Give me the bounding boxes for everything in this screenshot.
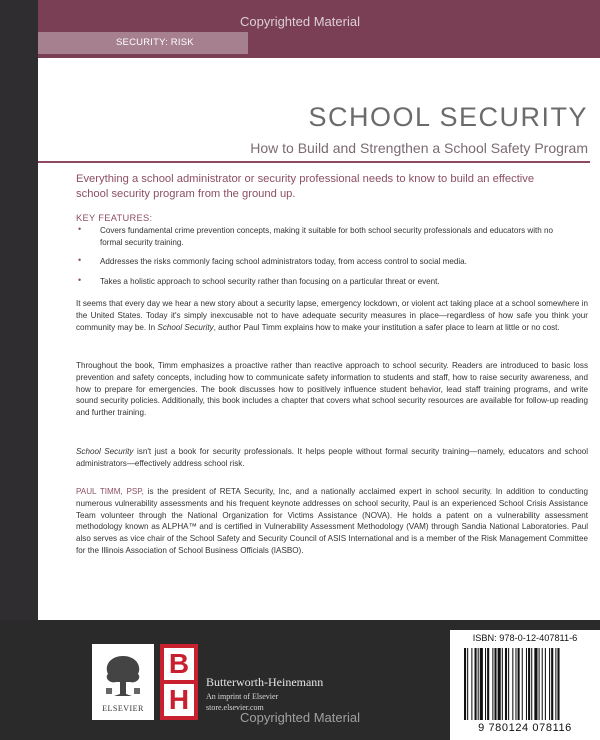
imprint-text: An imprint of Elsevier (206, 692, 279, 701)
list-item (76, 256, 576, 268)
series-label: SECURITY: RISK (116, 37, 194, 48)
watermark-top: Copyrighted Material (240, 14, 360, 29)
series-tab (38, 32, 248, 54)
title-divider (38, 161, 590, 163)
description-paragraph-3 (76, 446, 588, 470)
key-feature-text: Takes a holistic approach to school security rather than focusing on a particular threat or event. (100, 276, 440, 286)
store-url: store.elsevier.com (206, 703, 264, 712)
key-features-heading: KEY FEATURES: (76, 213, 153, 223)
isbn-text: ISBN: 978-0-12-407811-6 (472, 633, 578, 643)
key-feature-text: Covers fundamental crime prevention concepts, making it suitable for both school security professionals and educators with no formal security training. (100, 226, 554, 247)
bullet-icon: • (78, 274, 82, 285)
para3-text: isn't just a book for security professionals. It helps people without formal security training—namely, educators and school administrators—effectively address school risk. (76, 447, 588, 468)
bh-logo-b: B (164, 648, 194, 680)
description-paragraph-1 (76, 298, 588, 333)
book-subtitle: How to Build and Strengthen a School Safety Program (250, 140, 588, 156)
para3-book-title: School Security (76, 447, 134, 456)
barcode-number: 9 780124 078116 (478, 722, 572, 734)
para1-text-b: , author Paul Timm explains how to make your institution a safer place to learn at little or no cost. (213, 322, 560, 332)
elsevier-label: ELSEVIER (102, 704, 144, 713)
butterworth-heinemann-logo (160, 644, 198, 720)
book-title: SCHOOL SECURITY (308, 102, 588, 132)
elsevier-tree-icon (98, 648, 148, 698)
description-paragraph-2: Throughout the book, Timm emphasizes a proactive rather than reactive approach to school security. Readers are introduced to basic loss prevention and safety concepts, including how to communicate safety information to students and staff, how to raise security awareness, and how to prepare for emergencies. The book discusses how to positively influence student behavior, lead staff training programs, and write sound security policies. Additionally, this book includes a chapter that covers what school security resources are available for follow-up reading and further training. (76, 361, 588, 418)
key-features-list (76, 225, 576, 295)
left-band (0, 0, 38, 620)
author-bio (76, 486, 588, 557)
publisher-name: Butterworth-Heinemann (206, 675, 324, 689)
watermark-bottom: Copyrighted Material (240, 710, 360, 725)
para1-book-title: School Security (157, 322, 214, 332)
author-bio-text: is the president of RETA Security, Inc, and a nationally acclaimed expert in school security. In addition to conducting numerous vulnerability assessments and his frequent keynote addresses on school security, Paul is an experienced School Crisis Assistance Team volunteer through the National Organization for Victims Assistance (NOVA). He holds a patent on a vulnerability assessment methodology known as ALPHA™ and is certified in Vulnerability Assessment Methodology (VAM) through Sandia National Laboratories. Paul also serves as vice chair of the School Safety and Security Council of ASIS International and is a member of the Risk Management Committee for the Illinois Association of School Business Officials (IASBO). (76, 487, 589, 555)
bh-logo-h: H (164, 684, 194, 716)
back-cover-panel (38, 58, 600, 620)
bullet-icon: • (78, 224, 82, 234)
intro-text: Everything a school administrator or security professional needs to know to build an effective school security program from the ground up. (76, 173, 535, 200)
author-name: PAUL TIMM, PSP, (76, 487, 144, 496)
bullet-icon: • (78, 255, 82, 265)
list-item (76, 225, 576, 248)
para1-text-a: It seems that every day we hear a new story about a security lapse, emergency lockdown, or violent act taking place at a school somewhere in the United States. Today it's simply inexcusable not to have adequate security measures in place—regardless of how safe you think your community may be. In (76, 299, 588, 332)
elsevier-logo (92, 644, 154, 720)
list-item (76, 276, 576, 288)
key-feature-text: Addresses the risks commonly facing school administrators today, from access control to social media. (100, 257, 467, 266)
